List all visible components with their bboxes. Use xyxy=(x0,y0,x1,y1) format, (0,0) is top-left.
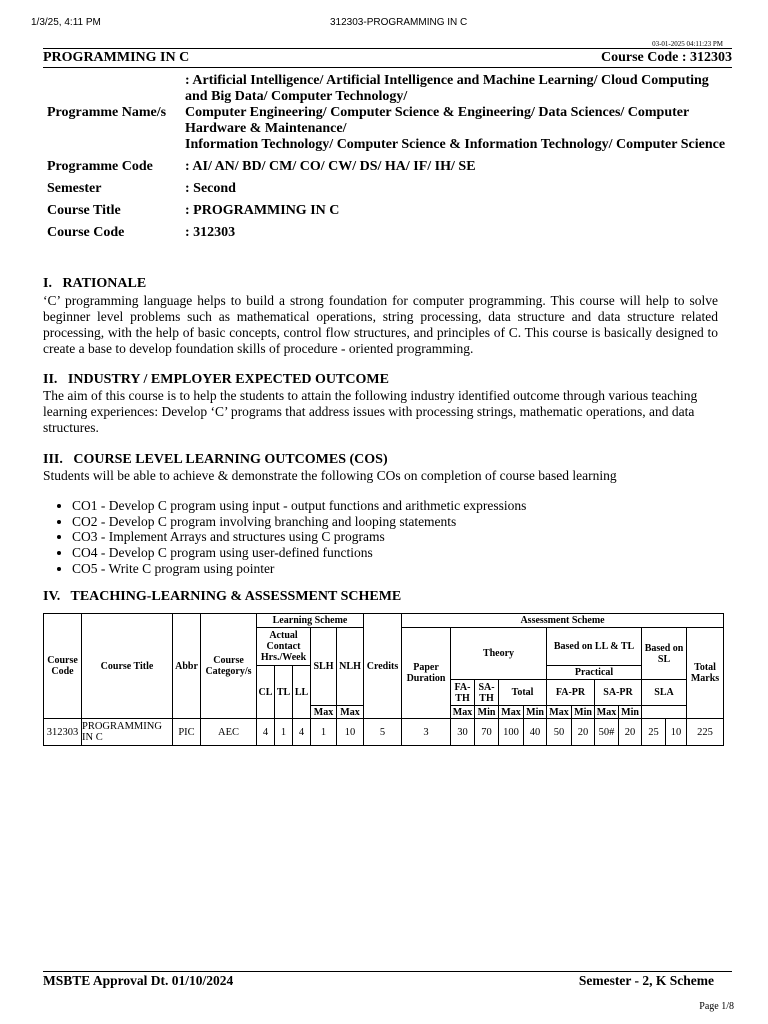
cell-paper-duration: 3 xyxy=(402,719,451,746)
header-abbr: Abbr xyxy=(173,614,201,719)
header-assessment-scheme: Assessment Scheme xyxy=(402,614,724,628)
header-max: Max xyxy=(547,706,572,719)
cos-intro-text: Students will be able to achieve & demonstrate the following COs on completion of course based learning xyxy=(43,468,617,483)
header-min: Min xyxy=(572,706,595,719)
info-value: : PROGRAMMING IN C xyxy=(185,203,340,218)
programme-line: Computer Engineering/ Computer Science & Engineering/ Data Sciences/ Computer Hardware & Maintenance/ xyxy=(185,105,689,136)
cell-sla-max: 25 xyxy=(642,719,666,746)
section-industry-heading: II. INDUSTRY / EMPLOYER EXPECTED OUTCOME xyxy=(43,372,389,387)
header-credits: Credits xyxy=(364,614,402,719)
print-doc-title: 312303-PROGRAMMING IN C xyxy=(330,17,468,28)
header-max: Max xyxy=(311,706,337,719)
cell-total-marks: 225 xyxy=(687,719,724,746)
cell-course-title: PROGRAMMING IN C xyxy=(82,719,173,746)
list-item: • CO5 - Write C program using pointer xyxy=(72,561,722,577)
header-paper-duration: Paper Duration xyxy=(402,628,451,719)
header-theory: Theory xyxy=(451,628,547,680)
header-based-on-ll-tl: Based on LL & TL xyxy=(547,628,642,666)
cell-fa-pr-max: 50 xyxy=(547,719,572,746)
industry-outcome-text: The aim of this course is to help the students to attain the following industry identified outcome through various teaching learning experiences: Develop ‘C’ programs that address issues with processing strings, mathematic operations, and data structures. xyxy=(43,388,698,435)
cell-slh: 1 xyxy=(311,719,337,746)
info-value: : AI/ AN/ BD/ CM/ CO/ CW/ DS/ HA/ IF/ IH/ SE xyxy=(185,158,476,174)
cell-abbr: PIC xyxy=(173,719,201,746)
header-based-on-sl: Based on SL xyxy=(642,628,687,680)
header-learning-scheme: Learning Scheme xyxy=(257,614,364,628)
cell-fa-th-max: 30 xyxy=(451,719,475,746)
header-cl: CL xyxy=(257,666,275,719)
info-value: : Second xyxy=(185,181,236,196)
section-cos-heading: III. COURSE LEVEL LEARNING OUTCOMES (COS) xyxy=(43,452,388,467)
header-min: Min xyxy=(475,706,499,719)
info-label: Course Code xyxy=(47,225,125,240)
list-item: • CO1 - Develop C program using input - output functions and arithmetic expressions xyxy=(72,498,722,514)
approval-date: MSBTE Approval Dt. 01/10/2024 xyxy=(43,973,234,988)
programme-line: : Artificial Intelligence/ Artificial Intelligence and Machine Learning/ Cloud Computing and Big Data/ Computer Technology/ xyxy=(185,73,709,104)
section-scheme-heading: IV. TEACHING-LEARNING & ASSESSMENT SCHEME xyxy=(43,589,402,604)
cell-fa-pr-min: 20 xyxy=(572,719,595,746)
course-code-heading: Course Code : 312303 xyxy=(600,50,732,65)
header-fa-th: FA-TH xyxy=(451,680,475,706)
list-item: • CO3 - Implement Arrays and structures using C programs xyxy=(72,529,722,545)
section-rationale-heading: I. RATIONALE xyxy=(43,276,147,291)
rationale-text: ‘C’ programming language helps to build a strong foundation for computer programming. This course will help to solve beginner level problems such as mathematical operations, string processing, data structure and data structure related processing, with the help of basic concepts, control flow structures, and principles of C. This course is basically designed to create a base to develop foundation skills of procedure - oriented programming. xyxy=(43,293,718,356)
header-max: Max xyxy=(595,706,619,719)
cell-total-max: 100 xyxy=(499,719,524,746)
programme-value xyxy=(181,71,733,155)
cell-sla-min: 10 xyxy=(666,719,687,746)
cell-nlh: 10 xyxy=(337,719,364,746)
list-item: • CO2 - Develop C program involving branching and looping statements xyxy=(72,514,722,530)
semester-scheme: Semester - 2, K Scheme xyxy=(578,973,714,988)
header-course-code: Course Code xyxy=(44,614,82,719)
info-row-programme xyxy=(43,71,733,155)
cell-credits: 5 xyxy=(364,719,402,746)
header-slh: SLH xyxy=(311,628,337,706)
header-fa-pr: FA-PR xyxy=(547,680,595,706)
header-sla: SLA xyxy=(642,680,687,706)
cell-course-code: 312303 xyxy=(44,719,82,746)
header-min: Min xyxy=(619,706,642,719)
cell-cl: 4 xyxy=(257,719,275,746)
header-tl: TL xyxy=(275,666,293,719)
programme-line: Information Technology/ Computer Science & Information Technology/ Computer Science xyxy=(185,137,726,152)
header-nlh: NLH xyxy=(337,628,364,706)
info-row xyxy=(43,200,733,222)
info-label: Semester xyxy=(47,181,102,196)
info-label: Course Title xyxy=(47,203,121,218)
print-datetime: 1/3/25, 4:11 PM xyxy=(31,17,101,28)
page-footer xyxy=(43,971,732,990)
list-item: • CO4 - Develop C program using user-defined functions xyxy=(72,545,722,561)
header-category: Course Category/s xyxy=(201,614,257,719)
header-max: Max xyxy=(337,706,364,719)
page-number: Page 1/8 xyxy=(699,1001,734,1012)
header-contact-hours: Actual Contact Hrs./Week xyxy=(257,628,311,666)
header-total-marks: Total Marks xyxy=(687,628,724,719)
header-sa-pr: SA-PR xyxy=(595,680,642,706)
header-course-title: Course Title xyxy=(82,614,173,719)
header-total: Total xyxy=(499,680,547,706)
header-max: Max xyxy=(499,706,524,719)
header-ll: LL xyxy=(293,666,311,719)
programme-label: Programme Name/s xyxy=(47,105,167,120)
info-row xyxy=(43,155,733,178)
cell-sa-pr-min: 20 xyxy=(619,719,642,746)
header-min: Min xyxy=(524,706,547,719)
header-sa-th: SA-TH xyxy=(475,680,499,706)
cell-sa-pr-max: 50# xyxy=(595,719,619,746)
header-max: Max xyxy=(451,706,475,719)
title-bar xyxy=(43,48,732,68)
info-row xyxy=(43,178,733,200)
cell-category: AEC xyxy=(201,719,257,746)
cell-total-min: 40 xyxy=(524,719,547,746)
course-name-heading: PROGRAMMING IN C xyxy=(43,50,190,65)
info-row xyxy=(43,222,733,244)
cell-sa-th-max: 70 xyxy=(475,719,499,746)
cos-list xyxy=(43,498,722,577)
info-label: Programme Code xyxy=(47,158,153,174)
cell-tl: 1 xyxy=(275,719,293,746)
header-practical: Practical xyxy=(547,666,642,680)
info-value: : 312303 xyxy=(185,225,236,240)
course-info-table xyxy=(43,71,733,244)
cell-ll: 4 xyxy=(293,719,311,746)
table-row xyxy=(44,719,724,746)
timestamp-stamp: 03-01-2025 04:11:23 PM xyxy=(652,40,723,48)
teaching-assessment-scheme-table xyxy=(43,613,724,746)
